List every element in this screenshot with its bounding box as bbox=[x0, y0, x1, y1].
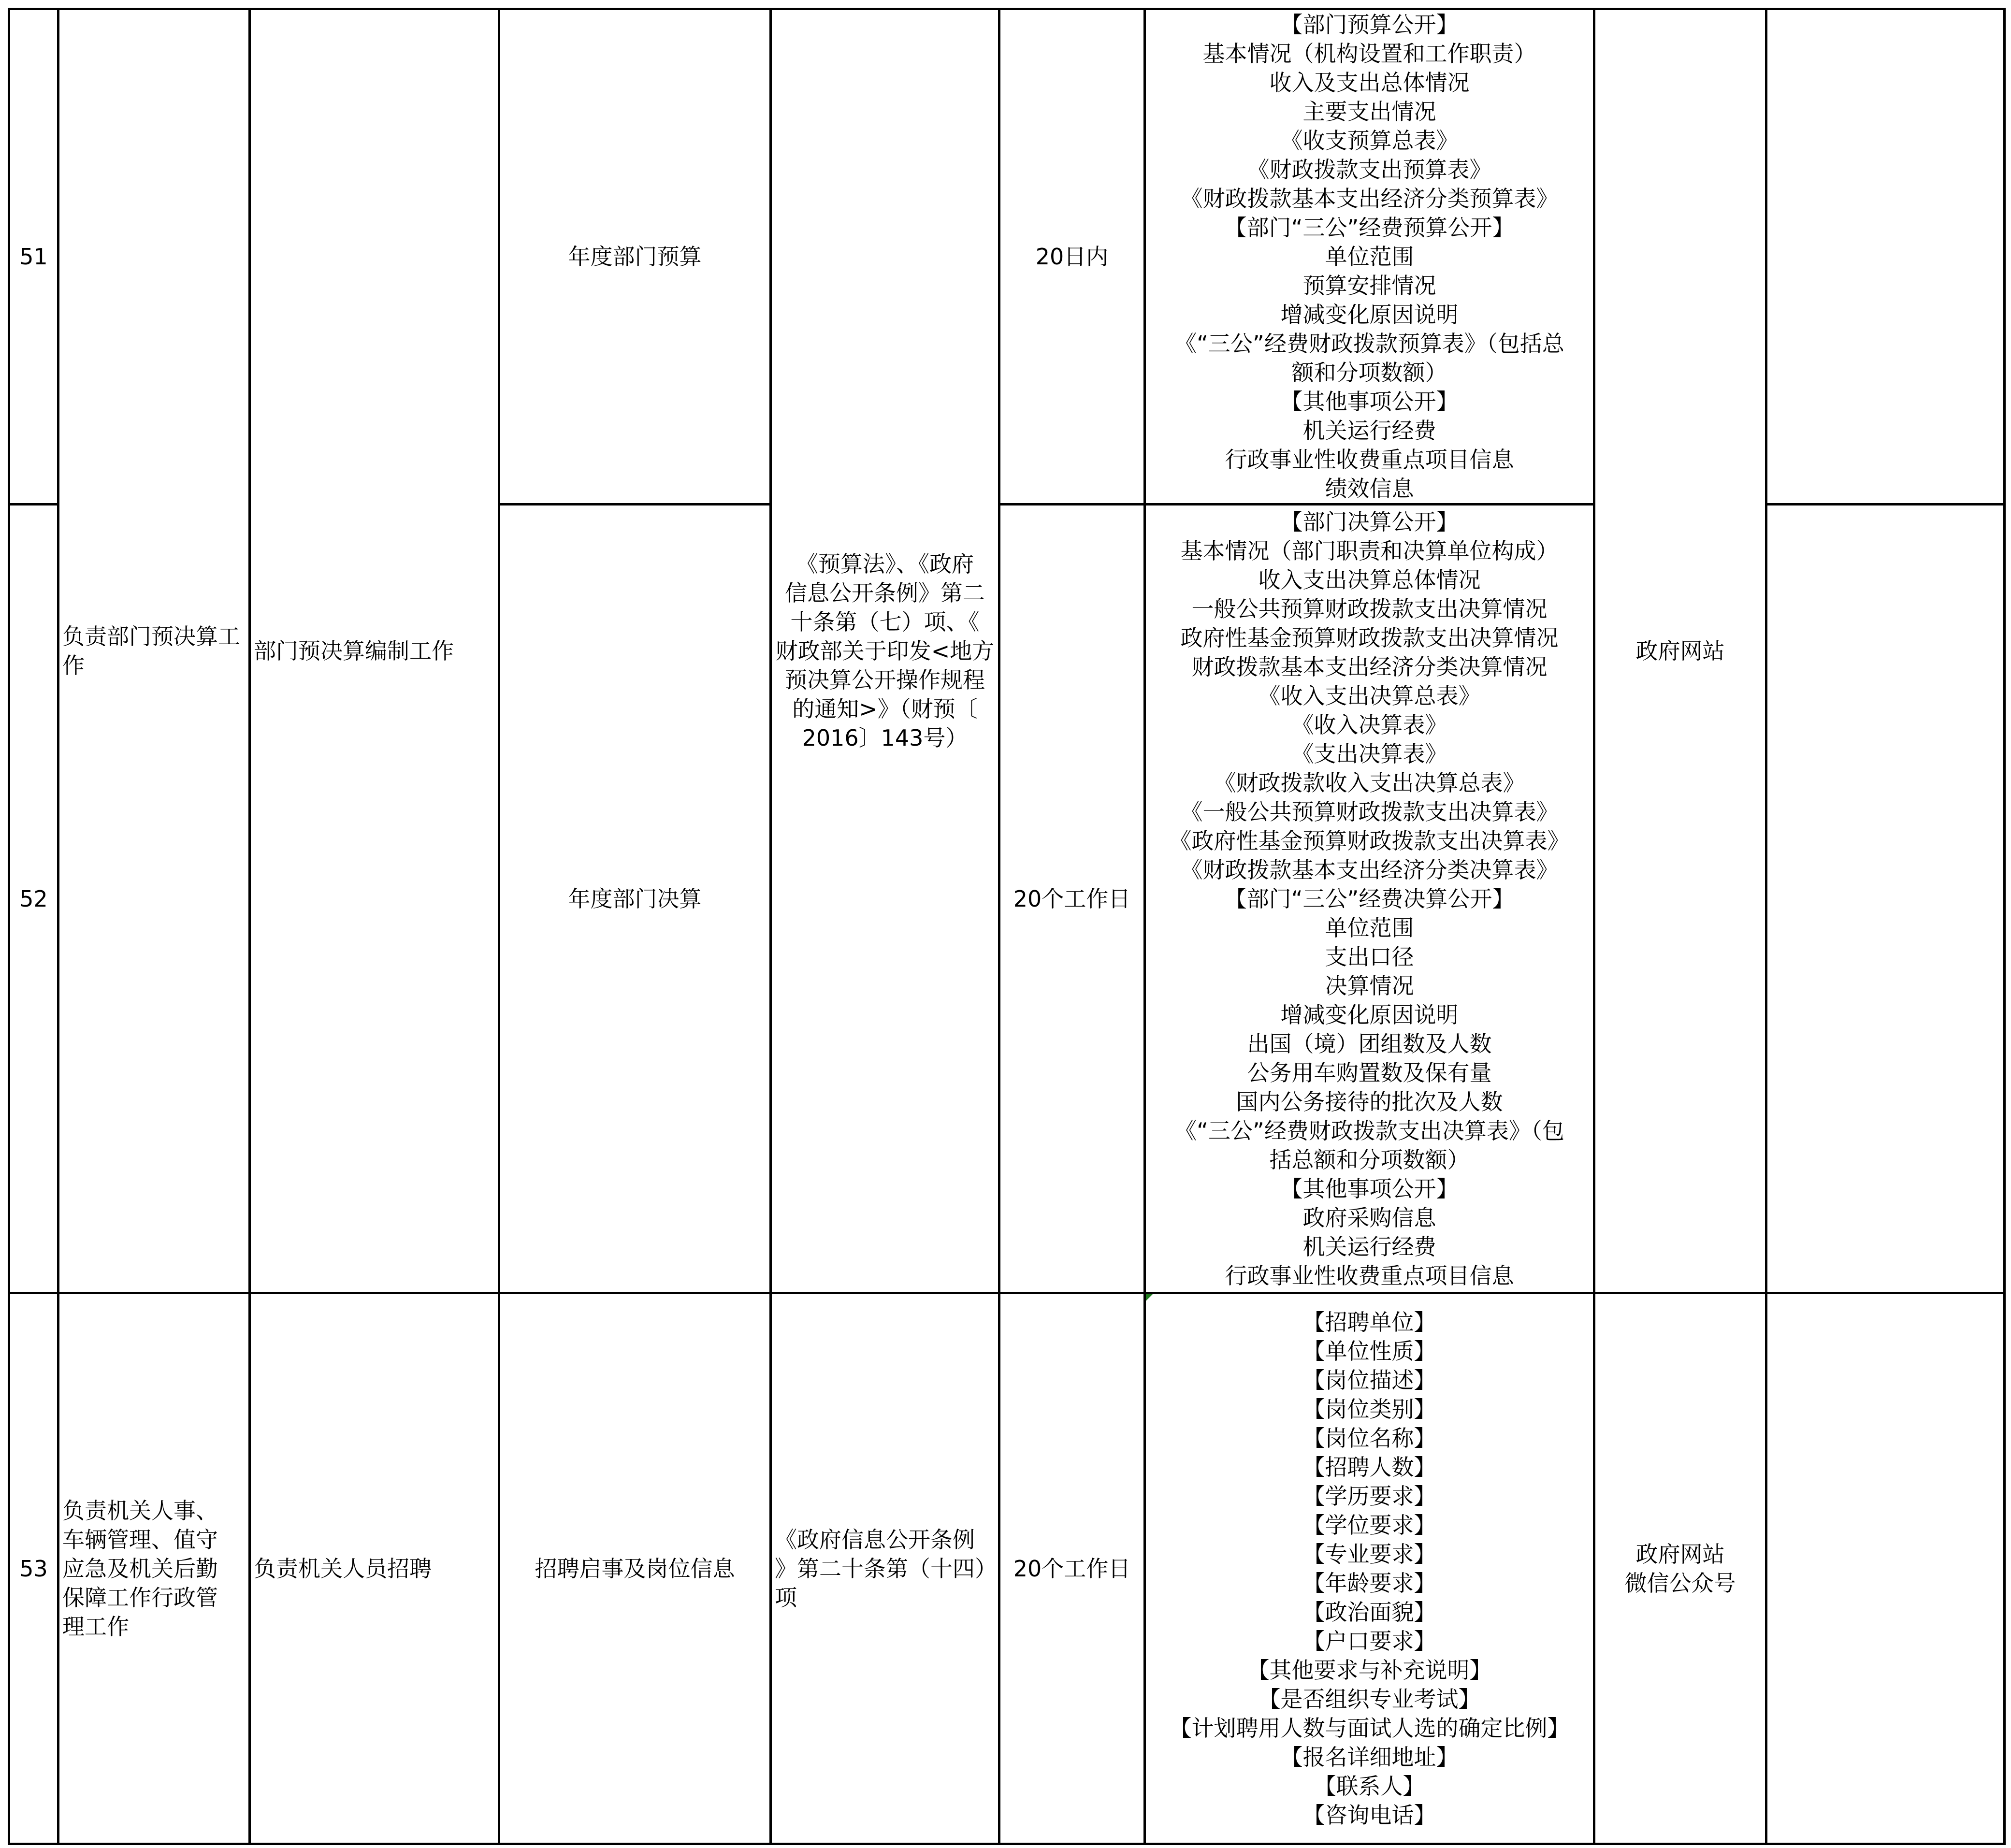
content-line: 【部门预算公开】 bbox=[1280, 12, 1459, 38]
content-line: 公务用车购置数及保有量 bbox=[1247, 1059, 1492, 1086]
row-number: 51 bbox=[19, 244, 48, 270]
legal-basis-line: 项 bbox=[775, 1584, 797, 1611]
content-line: 支出口径 bbox=[1325, 943, 1414, 970]
content-line: 《收入支出决算总表》 bbox=[1258, 682, 1481, 709]
content-line: 单位范围 bbox=[1325, 914, 1414, 941]
content-line: 【招聘单位】 bbox=[1302, 1309, 1436, 1335]
content-line: 主要支出情况 bbox=[1302, 99, 1436, 125]
task-text: 部门预决算编制工作 bbox=[254, 638, 454, 664]
time-limit-text: 20日内 bbox=[1035, 244, 1109, 270]
remarks-cell[interactable] bbox=[1766, 9, 2005, 505]
channel-cell[interactable] bbox=[1594, 9, 1766, 1293]
responsibility-line: 负责机关人事、 bbox=[62, 1497, 218, 1524]
content-line: 【部门“三公”经费决算公开】 bbox=[1224, 885, 1515, 912]
content-line: 【招聘人数】 bbox=[1302, 1454, 1436, 1480]
content-line: 绩效信息 bbox=[1325, 476, 1414, 502]
table-row-53 bbox=[9, 1293, 2005, 1844]
content-line: 出国（境）团组数及人数 bbox=[1247, 1030, 1492, 1057]
channel-line: 政府网站 bbox=[1635, 1541, 1725, 1567]
legal-basis-line: 预决算公开操作规程 bbox=[785, 667, 985, 693]
content-line: 行政事业性收费重点项目信息 bbox=[1225, 1262, 1514, 1289]
content-cell[interactable] bbox=[1145, 9, 1594, 505]
legal-basis-line: 财政部关于印发<地方 bbox=[775, 638, 995, 664]
legal-basis-cell[interactable] bbox=[771, 9, 999, 1293]
item-text: 招聘启事及岗位信息 bbox=[535, 1555, 735, 1582]
content-line: 《一般公共预算财政拨款支出决算表》 bbox=[1180, 798, 1559, 825]
content-line: 《政府性基金预算财政拨款支出决算表》 bbox=[1169, 827, 1570, 854]
content-line: 【是否组织专业考试】 bbox=[1258, 1686, 1481, 1712]
content-line: 【其他事项公开】 bbox=[1280, 1175, 1459, 1202]
content-line: 预算安排情况 bbox=[1302, 273, 1436, 299]
content-line: 【专业要求】 bbox=[1302, 1541, 1436, 1567]
legal-basis-line: 十条第（七）项、《 bbox=[790, 609, 980, 635]
remarks-cell[interactable] bbox=[1766, 505, 2005, 1293]
content-line: 【联系人】 bbox=[1314, 1773, 1425, 1799]
content-line: 《收入决算表》 bbox=[1291, 711, 1447, 738]
content-line: 【学历要求】 bbox=[1302, 1483, 1436, 1509]
channel-cell[interactable] bbox=[1594, 1293, 1766, 1844]
responsibility-line: 理工作 bbox=[62, 1613, 129, 1640]
content-line: 机关运行经费 bbox=[1302, 1233, 1436, 1260]
content-line: 【岗位名称】 bbox=[1302, 1425, 1436, 1451]
content-line: 行政事业性收费重点项目信息 bbox=[1225, 447, 1514, 473]
task-cell[interactable] bbox=[250, 9, 499, 1293]
content-line: 《支出决算表》 bbox=[1291, 740, 1447, 767]
row-number: 53 bbox=[19, 1555, 48, 1582]
row-number-cell[interactable] bbox=[9, 1293, 58, 1844]
content-line: 【部门决算公开】 bbox=[1280, 508, 1459, 535]
content-line: 【岗位描述】 bbox=[1302, 1367, 1436, 1393]
legal-basis-line: 2016〕143号） bbox=[802, 725, 968, 751]
time-limit-cell[interactable] bbox=[999, 505, 1145, 1293]
task-text: 负责机关人员招聘 bbox=[254, 1555, 432, 1582]
responsibility-line: 车辆管理、值守 bbox=[62, 1526, 218, 1553]
responsibility-text: 负责部门预决算工作 bbox=[62, 623, 240, 679]
content-line: 【其他事项公开】 bbox=[1280, 389, 1459, 415]
content-line: 《“三公”经费财政拨款支出决算表》（包 bbox=[1174, 1117, 1564, 1144]
item-cell[interactable] bbox=[499, 9, 771, 505]
task-cell[interactable] bbox=[250, 1293, 499, 1844]
responsibility-line: 应急及机关后勤 bbox=[62, 1555, 218, 1582]
content-line: 政府性基金预算财政拨款支出决算情况 bbox=[1180, 624, 1559, 651]
time-limit-cell[interactable] bbox=[999, 1293, 1145, 1844]
content-line: 国内公务接待的批次及人数 bbox=[1236, 1088, 1503, 1115]
time-limit-cell[interactable] bbox=[999, 9, 1145, 505]
time-limit-text: 20个工作日 bbox=[1013, 885, 1131, 912]
content-line: 机关运行经费 bbox=[1302, 418, 1436, 444]
content-line: 收入支出决算总体情况 bbox=[1258, 566, 1481, 593]
content-line: 【报名详细地址】 bbox=[1280, 1744, 1459, 1770]
content-line: 《收支预算总表》 bbox=[1280, 128, 1459, 154]
item-text: 年度部门预算 bbox=[568, 244, 702, 270]
disclosure-table bbox=[8, 8, 2006, 1845]
content-line: 基本情况（机构设置和工作职责） bbox=[1202, 41, 1536, 67]
content-line: 【岗位类别】 bbox=[1302, 1396, 1436, 1422]
legal-basis-line: 的通知>》（财预〔 bbox=[792, 696, 978, 722]
responsibility-cell[interactable] bbox=[58, 1293, 250, 1844]
time-limit-text: 20个工作日 bbox=[1013, 1555, 1131, 1582]
item-cell[interactable] bbox=[499, 1293, 771, 1844]
legal-basis-line: 》第二十条第（十四） bbox=[775, 1555, 997, 1582]
spreadsheet bbox=[8, 8, 2006, 1845]
legal-basis-line: 信息公开条例》第二 bbox=[785, 580, 985, 606]
content-line: 【户口要求】 bbox=[1302, 1628, 1436, 1654]
item-text: 年度部门决算 bbox=[568, 885, 702, 912]
content-line: 【咨询电话】 bbox=[1302, 1802, 1436, 1828]
content-line: 额和分项数额） bbox=[1291, 360, 1447, 386]
legal-basis-line: 《政府信息公开条例 bbox=[775, 1526, 975, 1553]
responsibility-line: 保障工作行政管 bbox=[62, 1584, 218, 1611]
content-line: 【年龄要求】 bbox=[1302, 1570, 1436, 1596]
content-line: 决算情况 bbox=[1325, 972, 1414, 999]
content-line: 《财政拨款支出预算表》 bbox=[1247, 157, 1492, 183]
responsibility-cell[interactable] bbox=[58, 9, 250, 1293]
row-number-cell[interactable] bbox=[9, 9, 58, 505]
content-cell[interactable] bbox=[1145, 1293, 1594, 1844]
comment-marker-icon bbox=[1146, 1294, 1153, 1301]
table-row-51 bbox=[9, 9, 2005, 505]
content-line: 【学位要求】 bbox=[1302, 1512, 1436, 1538]
channel-text: 政府网站 bbox=[1635, 638, 1725, 664]
content-line: 【计划聘用人数与面试人选的确定比例】 bbox=[1169, 1715, 1570, 1741]
content-line: 【部门“三公”经费预算公开】 bbox=[1224, 215, 1515, 241]
content-line: 【其他要求与补充说明】 bbox=[1247, 1657, 1492, 1683]
content-line: 《“三公”经费财政拨款预算表》（包括总 bbox=[1174, 331, 1564, 357]
row-number: 52 bbox=[19, 885, 48, 912]
content-line: 括总额和分项数额） bbox=[1269, 1146, 1470, 1173]
legal-basis-line: 《预算法》、《政府 bbox=[796, 551, 974, 577]
content-line: 【单位性质】 bbox=[1302, 1338, 1436, 1364]
content-line: 【政治面貌】 bbox=[1302, 1599, 1436, 1625]
channel-line: 微信公众号 bbox=[1624, 1570, 1736, 1596]
row-number-cell[interactable] bbox=[9, 505, 58, 1293]
item-cell[interactable] bbox=[499, 505, 771, 1293]
remarks-cell[interactable] bbox=[1766, 1293, 2005, 1844]
content-line: 《财政拨款基本支出经济分类决算表》 bbox=[1180, 856, 1559, 883]
legal-basis-cell[interactable] bbox=[771, 1293, 999, 1844]
content-line: 一般公共预算财政拨款支出决算情况 bbox=[1191, 595, 1548, 622]
content-line: 收入及支出总体情况 bbox=[1269, 70, 1470, 96]
content-line: 单位范围 bbox=[1325, 244, 1414, 270]
content-line: 增减变化原因说明 bbox=[1280, 302, 1459, 328]
content-line: 财政拨款基本支出经济分类决算情况 bbox=[1191, 653, 1548, 680]
content-line: 《财政拨款基本支出经济分类预算表》 bbox=[1180, 186, 1559, 212]
content-line: 增减变化原因说明 bbox=[1280, 1001, 1459, 1028]
content-line: 政府采购信息 bbox=[1302, 1204, 1436, 1231]
content-cell[interactable] bbox=[1145, 505, 1594, 1293]
content-line: 《财政拨款收入支出决算总表》 bbox=[1214, 769, 1525, 796]
content-line: 基本情况（部门职责和决算单位构成） bbox=[1180, 537, 1559, 564]
